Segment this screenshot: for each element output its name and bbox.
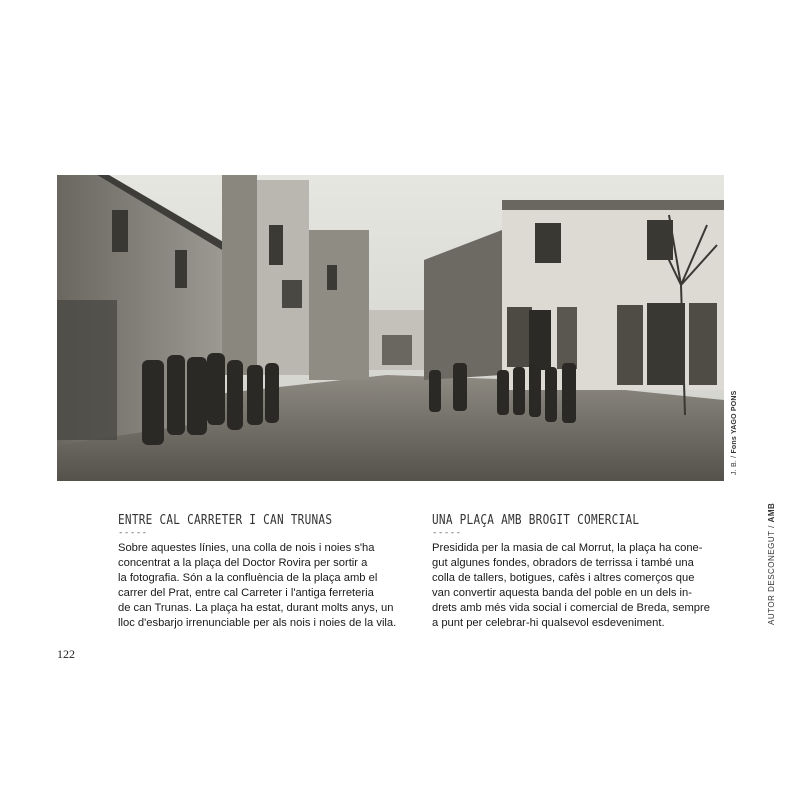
- left-article-line: concentrat a la plaça del Doctor Rovira per sortir a: [118, 557, 368, 570]
- left-article-body: [118, 541, 408, 632]
- left-article-line: lloc d'esbarjo irrenunciable per als nois i noies de la vila.: [118, 617, 397, 630]
- right-article: [432, 512, 722, 632]
- left-article-line: carrer del Prat, entre cal Carreter i l'antiga ferreteria: [118, 587, 374, 600]
- left-article-line: Sobre aquestes línies, una colla de nois i noies s'ha: [118, 542, 375, 554]
- historic-photograph: [57, 175, 724, 481]
- right-article-line: a punt per celebrar-hi qualsevol esdeveniment.: [432, 617, 665, 630]
- left-article-rule: -----: [118, 528, 148, 538]
- right-article-line: drets amb més vida social i comercial de Breda, sempre: [432, 602, 710, 615]
- right-article-line: colla de tallers, botigues, cafès i altres comerços que: [432, 572, 695, 585]
- photo-credit-prefix: J. B. /: [731, 453, 738, 475]
- right-article-line: Presidida per la masia de cal Morrut, la plaça ha cone-: [432, 542, 703, 554]
- photo-credit-source: Fons YAGO PONS: [731, 390, 738, 454]
- side-author: AUTOR DESCONEGUT /: [767, 522, 776, 625]
- street-scene-illustration: [57, 175, 724, 481]
- left-article-heading: ENTRE CAL CARRETER I CAN TRUNAS: [118, 512, 333, 528]
- left-article-line: la fotografia. Són a la confluència de la plaça amb el: [118, 572, 378, 585]
- right-article-rule: -----: [432, 528, 462, 538]
- right-article-heading: UNA PLAÇA AMB BROGIT COMERCIAL: [432, 512, 640, 528]
- photo-credit: [731, 390, 738, 475]
- side-author-label: [767, 503, 776, 625]
- page-number: 122: [57, 647, 75, 661]
- right-article-line: gut algunes fondes, obradors de terrissa i també una: [432, 557, 694, 570]
- left-article-line: de can Trunas. La plaça ha estat, durant molts anys, un: [118, 602, 394, 615]
- side-source: AMB: [767, 502, 776, 523]
- right-article-body: [432, 541, 722, 632]
- right-article-line: van convertir aquesta banda del poble en un dels in-: [432, 587, 692, 600]
- left-article: [118, 512, 408, 632]
